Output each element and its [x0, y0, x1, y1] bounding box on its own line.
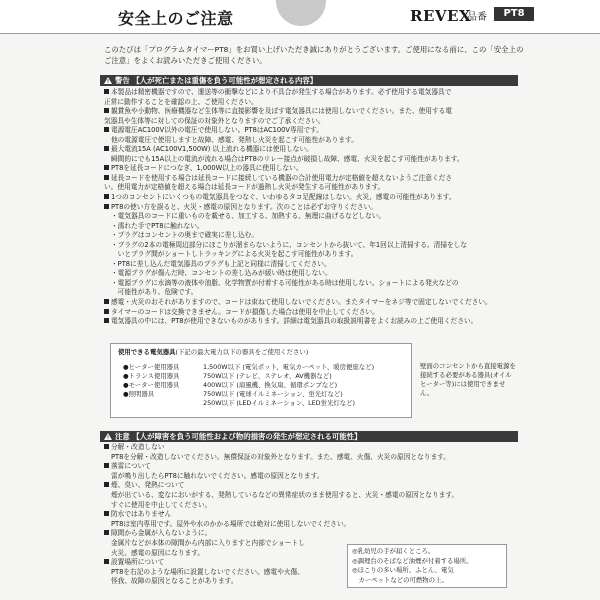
warning-heading-bar: [100, 75, 518, 86]
list-item: ・電源プラグに水滴等の液体や油脂、化学物質が付着する可能性がある時は使用しない。ショートによる発火などの: [111, 278, 459, 287]
list-item: ・電気器具のコードに重いものを載せる、加工する、加熱する、無理に曲げるなどしない。: [111, 212, 386, 221]
list-item: ・濡れた手でPT8に触れない。: [111, 221, 204, 230]
bullet-square-icon: [104, 165, 109, 170]
list-item: 煙が出ている、変なにおいがする、発熱しているなどの異常症状のまま使用すると、火災・感電の原因となります。: [111, 490, 459, 499]
placement-note: カーペットなどの可燃物の上。: [352, 575, 448, 584]
device-max-power: 1,500W以下 (電気ポット、電気カーペット、暖房便座など): [203, 363, 375, 371]
list-item: 1つのコンセントにいくつもの電気器具をつなぐ、いわゆるタコ足配線はしない。火災、感電の可能性があります。: [104, 193, 520, 203]
intro-text: このたびは「プログラムタイマーPT8」をお買い上げいただき誠にありがとうございます。ご使用になる前に、この「安全上のご注意」をよくお読みいただきご使用ください。: [104, 45, 524, 65]
device-max-power: 750W以下 (テレビ、ステレオ、AV機器など): [203, 372, 332, 380]
device-row: [123, 390, 374, 399]
bullet-square-icon: [104, 146, 109, 151]
bullet-square-icon: [104, 463, 109, 468]
list-item: PT8を右記のような場所に設置しないでください。感電や火傷、: [111, 567, 304, 576]
warning-triangle-icon: [104, 77, 112, 84]
device-type: ●モーター使用器具: [123, 381, 180, 389]
bullet-square-icon: [104, 175, 109, 180]
device-max-power: 250W以下 (LEDイルミネーション、LED蛍光灯など): [203, 399, 356, 407]
list-item: 隙間から金属が入らないように。: [104, 529, 520, 539]
list-item: 分解・改造しない: [104, 443, 520, 453]
product-label: 品番: [467, 12, 487, 23]
list-item: タイマーのコードは交換できません。コードが損傷した場合は使用を中止してください。: [104, 308, 520, 318]
list-item: PT8を延長コードにつなぎ、1,000W以上の器具に使用しない。: [104, 164, 520, 174]
device-type: ●トランス使用器具: [123, 372, 180, 380]
device-max-power: 750W以下 (電球イルミネーション、蛍光灯など): [203, 390, 343, 398]
placement-note-box: [347, 544, 507, 588]
list-item: 他の電源電圧で使用しますと故障、感電、発熱し火災を起こす可能性があります。: [111, 135, 358, 144]
devices-list: [123, 363, 374, 408]
list-item: ・電源プラグが傷んだ時、コンセントの差し込みが緩い時は使用しない。: [111, 269, 332, 278]
device-type: ●照明器具: [123, 390, 155, 398]
warning-heading: 警告 【人が死亡または重傷を負う可能性が想定される内容】: [115, 76, 318, 85]
list-item: 電気器具の中には、PT8が使用できないものがあります。詳細は電気器具の取扱説明書をよくお読みの上ご使用ください。: [104, 317, 520, 327]
list-item: いとプラグ間がショートしトラッキングによる火災を起こす可能性があります。: [111, 250, 358, 259]
device-row: [123, 372, 374, 381]
bullet-square-icon: [104, 444, 109, 449]
bullet-square-icon: [104, 482, 109, 487]
product-code: PT8: [494, 7, 534, 21]
bullet-square-icon: [104, 309, 109, 314]
device-type: [123, 399, 203, 408]
bullet-square-icon: [104, 559, 109, 564]
list-item: PT8を分解・改造しないでください。無償保証の対象外となります。また、感電、火傷、火災の原因となります。: [111, 452, 450, 461]
list-item: すぐに使用を中止してください。: [111, 500, 212, 509]
placement-note: ◎ほこりの多い場所、ふとん、電気: [352, 566, 454, 574]
devices-heading: 使用できる電気器具(下記の最大電力以下の器具をご使用ください): [118, 348, 309, 356]
list-item: 金属片などが本体の隙間から内部に入りますと内部でショートし: [111, 538, 305, 547]
list-item: 可能性があり、危険です。: [111, 288, 198, 297]
list-item: 気器具や生体等に対しての保証の対象外となりますのでご了承ください。: [104, 116, 325, 125]
bullet-square-icon: [104, 89, 109, 94]
caution-triangle-icon: [104, 433, 112, 440]
brand-logo: REVEX: [410, 7, 472, 25]
list-item: 観賞魚や小動物、医療機器など生体等に直接影響を及ぼす電気器具には使用しないでください。また、使用する電: [104, 107, 520, 117]
caution-heading-bar: [100, 431, 518, 442]
list-item: 防水ではありません: [104, 510, 520, 520]
bullet-square-icon: [104, 127, 109, 132]
list-item: 延長コードを使用する場合は延長コードに接続している機器の合計使用電力が定格値を超えないようご注意くださ: [104, 174, 520, 184]
bullet-square-icon: [104, 318, 109, 323]
list-item: 煙、臭い、発熱について: [104, 481, 520, 491]
device-row: [123, 399, 374, 408]
list-item: PT8の使い方を誤ると、火災・感電の原因となります。次のことは必ずお守りください。: [104, 203, 520, 213]
device-row: [123, 363, 374, 372]
list-item: 落雷について: [104, 462, 520, 472]
compatible-devices-box: [110, 343, 412, 418]
bullet-square-icon: [104, 530, 109, 535]
placement-note: ◎乳幼児の手が届くところ。: [352, 547, 435, 555]
placement-note: ◎調理台のそばなど油煙が付着する場所。: [352, 556, 473, 565]
hang-hole: [276, 0, 326, 26]
list-item: 瞬間的にでも15A以上の電流が流れる場合はPT8のリレー接点が破損し故障、感電、火災を起こす可能性があります。: [111, 154, 464, 163]
devices-side-note: 壁面のコンセントから直接電源を接続する必要がある器具(オイルヒーター等)には使用できません。: [420, 362, 516, 397]
page-title: 安全上のご注意: [118, 9, 234, 28]
list-item: 火災、感電の原因になります。: [111, 548, 205, 557]
list-item: 本製品は精密機器ですので、運送等の衝撃などにより不具合が発生する場合があります。必ず使用する電気器具で: [104, 88, 520, 98]
bullet-square-icon: [104, 194, 109, 199]
list-item: 電源電圧AC100V以外の電圧で使用しない。PT8はAC100V専用です。: [104, 126, 520, 136]
list-item: 正常に動作することを確認の上、ご使用ください。: [104, 97, 258, 106]
warning-list: [104, 88, 520, 327]
list-item: 感電・火災のおそれがありますので、コードは束ねて使用しないでください。またタイマーをネジ等で固定しないでください。: [104, 298, 520, 308]
bullet-square-icon: [104, 108, 109, 113]
device-row: [123, 381, 374, 390]
bullet-square-icon: [104, 511, 109, 516]
list-item: 雷が鳴り出したらPT8に触れないでください。感電の原因となります。: [111, 471, 324, 480]
list-item: 怪我、故障の原因となることがあります。: [111, 577, 238, 586]
list-item: い。使用電力が定格値を超える場合は延長コードが過熱し火災が発生する可能性があります。: [104, 183, 385, 192]
list-item: ・PT8に差し込んだ電気器具のプラグも上記と同様に清掃してください。: [111, 259, 331, 268]
list-item: ・プラグの2本の電極周辺部分にほこりが溜まらないように、コンセントから抜いて、年1回以上清掃する。清掃をしな: [111, 240, 468, 249]
device-type: ●ヒーター使用器具: [123, 363, 180, 371]
list-item: ・プラグはコンセントの奥まで確実に差し込む。: [111, 231, 259, 240]
list-item: 最大電流15A (AC100V1,500W) 以上流れる機器には使用しない。: [104, 145, 520, 155]
page-header: [0, 0, 600, 34]
list-item: PT8は室内専用です。屋外や水のかかる場所では絶対に使用しないでください。: [111, 519, 351, 528]
bullet-square-icon: [104, 204, 109, 209]
bullet-square-icon: [104, 299, 109, 304]
list-item: 設置場所について: [104, 558, 520, 568]
caution-heading: 注意 【人が障害を負う可能性および物的損害の発生が想定される可能性】: [115, 432, 362, 441]
device-max-power: 400W以下 (扇風機、換気扇、循環ポンプなど): [203, 381, 338, 389]
